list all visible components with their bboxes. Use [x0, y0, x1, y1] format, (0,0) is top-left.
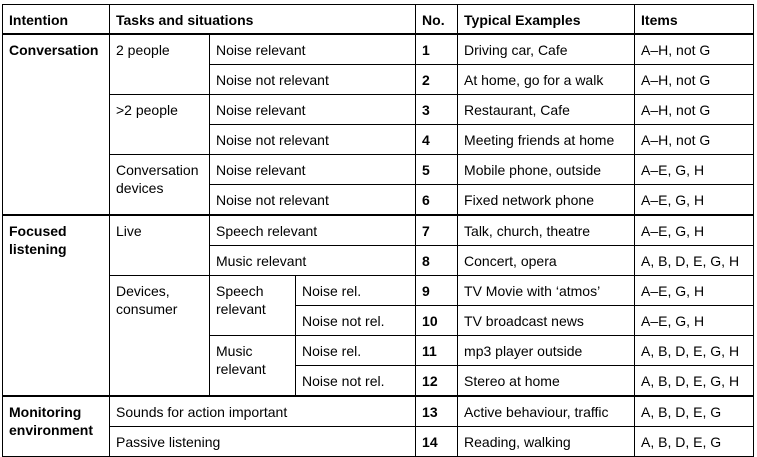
example-cell: Mobile phone, outside	[458, 155, 635, 185]
task-devices-consumer	[110, 276, 210, 397]
situation-cell: Noise relevant	[210, 34, 416, 65]
intention-label-line: listening	[9, 241, 67, 257]
example-cell: Meeting friends at home	[458, 125, 635, 155]
example-cell: Talk, church, theatre	[458, 215, 635, 246]
example-cell: mp3 player outside	[458, 336, 635, 366]
header-items: Items	[635, 5, 754, 35]
header-examples: Typical Examples	[458, 5, 635, 35]
example-cell: At home, go for a walk	[458, 65, 635, 95]
situation-cell: Noise not relevant	[210, 125, 416, 155]
task-two-people: 2 people	[110, 34, 210, 95]
task-label-line: Conversation	[116, 162, 199, 178]
example-cell: Concert, opera	[458, 246, 635, 276]
situation-cell: Noise not relevant	[210, 185, 416, 216]
table-row	[3, 396, 754, 427]
situation-label-line: Speech	[216, 283, 264, 299]
items-cell: A–E, G, H	[635, 276, 754, 306]
situations-table	[2, 4, 754, 457]
table-row	[3, 276, 754, 306]
example-cell: Fixed network phone	[458, 185, 635, 216]
situation-label-line: Music	[216, 343, 253, 359]
situation-cell: Music relevant	[210, 246, 416, 276]
items-cell: A–E, G, H	[635, 185, 754, 216]
situation-cell: Noise not relevant	[210, 65, 416, 95]
row-number: 2	[416, 65, 458, 95]
intention-monitoring-environment	[3, 396, 110, 457]
intention-focused-listening	[3, 215, 110, 396]
intention-label-line: environment	[9, 422, 94, 438]
row-number: 3	[416, 95, 458, 125]
situation-cell: Speech relevant	[210, 215, 416, 246]
header-tasks: Tasks and situations	[110, 5, 416, 35]
row-number: 4	[416, 125, 458, 155]
table-row	[3, 95, 754, 125]
example-cell: TV broadcast news	[458, 306, 635, 336]
table-row	[3, 215, 754, 246]
task-conversation-devices	[110, 155, 210, 216]
situation-label-line: relevant	[216, 301, 266, 317]
items-cell: A, B, D, E, G, H	[635, 366, 754, 397]
intention-label-line: Monitoring	[9, 404, 82, 420]
row-number: 14	[416, 427, 458, 457]
items-cell: A–H, not G	[635, 125, 754, 155]
row-number: 7	[416, 215, 458, 246]
task-passive-listening: Passive listening	[110, 427, 416, 457]
header-intention: Intention	[3, 5, 110, 35]
intention-label-line: Focused	[9, 223, 67, 239]
items-cell: A–E, G, H	[635, 155, 754, 185]
task-label-line: consumer	[116, 301, 178, 317]
table-row	[3, 34, 754, 65]
row-number: 9	[416, 276, 458, 306]
row-number: 12	[416, 366, 458, 397]
items-cell: A–H, not G	[635, 65, 754, 95]
row-number: 8	[416, 246, 458, 276]
task-sounds-for-action: Sounds for action important	[110, 396, 416, 427]
table-row	[3, 427, 754, 457]
situation-label-line: relevant	[216, 361, 266, 377]
header-no: No.	[416, 5, 458, 35]
condition-cell: Noise rel.	[296, 336, 416, 366]
example-cell: Driving car, Cafe	[458, 34, 635, 65]
task-live: Live	[110, 215, 210, 276]
items-cell: A–E, G, H	[635, 215, 754, 246]
items-cell: A, B, D, E, G	[635, 396, 754, 427]
intention-conversation: Conversation	[3, 34, 110, 215]
row-number: 13	[416, 396, 458, 427]
header-row	[3, 5, 754, 35]
example-cell: Active behaviour, traffic	[458, 396, 635, 427]
condition-cell: Noise rel.	[296, 276, 416, 306]
row-number: 1	[416, 34, 458, 65]
items-cell: A, B, D, E, G, H	[635, 336, 754, 366]
situation-cell: Noise relevant	[210, 95, 416, 125]
example-cell: Reading, walking	[458, 427, 635, 457]
items-cell: A–H, not G	[635, 95, 754, 125]
row-number: 6	[416, 185, 458, 216]
condition-cell: Noise not rel.	[296, 366, 416, 397]
condition-cell: Noise not rel.	[296, 306, 416, 336]
items-cell: A, B, D, E, G, H	[635, 246, 754, 276]
example-cell: Stereo at home	[458, 366, 635, 397]
items-cell: A–H, not G	[635, 34, 754, 65]
situation-music-relevant	[210, 336, 296, 397]
task-label-line: devices	[116, 180, 164, 196]
row-number: 5	[416, 155, 458, 185]
example-cell: Restaurant, Cafe	[458, 95, 635, 125]
situation-cell: Noise relevant	[210, 155, 416, 185]
row-number: 10	[416, 306, 458, 336]
items-cell: A–E, G, H	[635, 306, 754, 336]
situation-speech-relevant	[210, 276, 296, 336]
items-cell: A, B, D, E, G	[635, 427, 754, 457]
row-number: 11	[416, 336, 458, 366]
table-row	[3, 155, 754, 185]
example-cell: TV Movie with ‘atmos’	[458, 276, 635, 306]
task-more-people: >2 people	[110, 95, 210, 155]
task-label-line: Devices,	[116, 283, 170, 299]
